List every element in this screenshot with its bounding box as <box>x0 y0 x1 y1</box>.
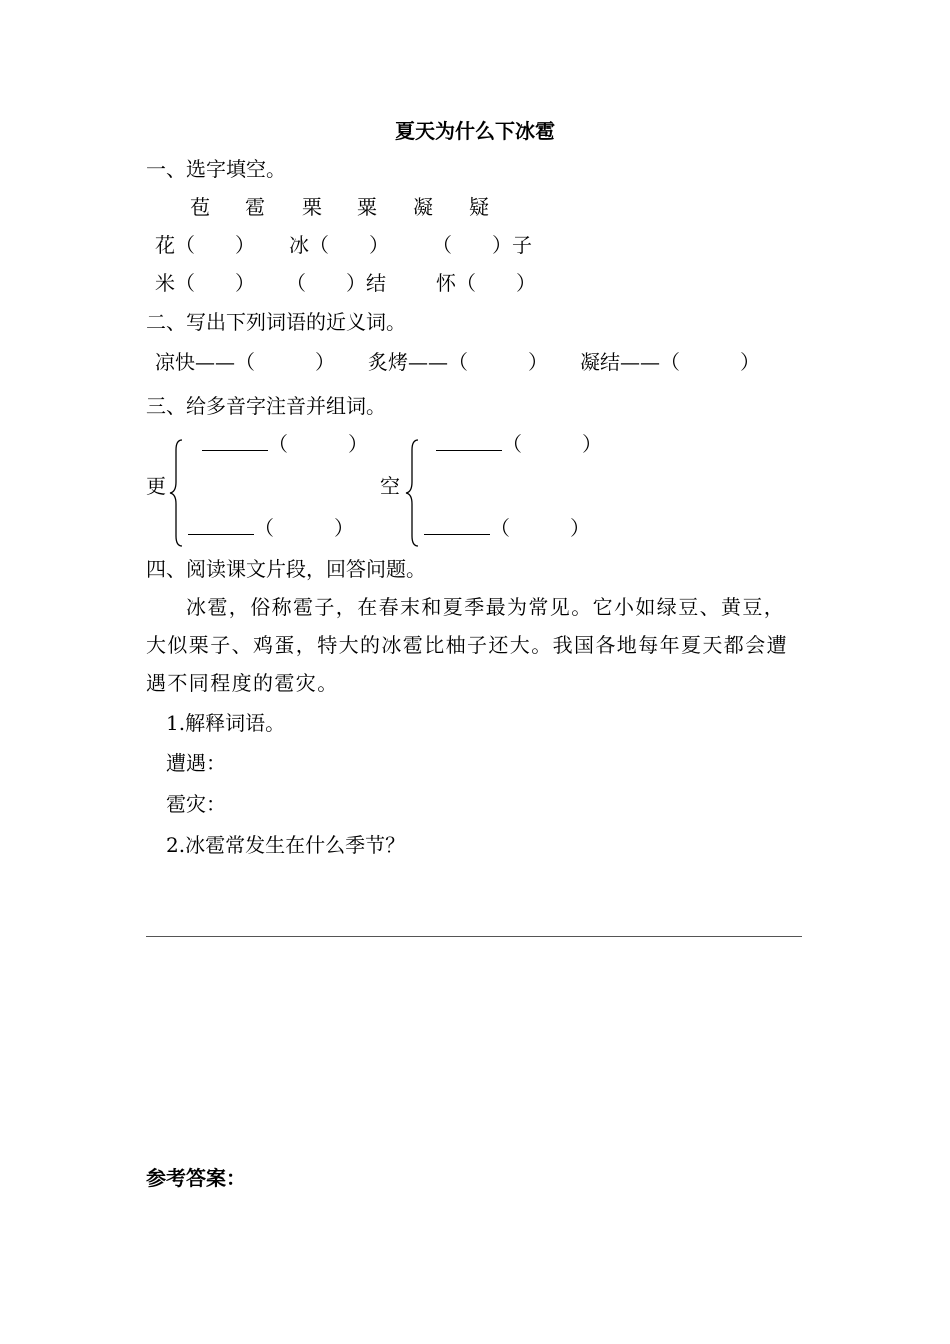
fill-blank: 花（ ） <box>155 233 255 257</box>
char-choice: 粟 <box>357 195 377 219</box>
char-choice: 凝 <box>413 195 433 219</box>
answer-line: （ ） <box>202 432 368 456</box>
char-choice: 苞 <box>190 195 210 219</box>
answer-heading: 参考答案： <box>146 1166 246 1190</box>
fill-blank: 冰（ ） <box>289 233 389 257</box>
question-1: 1.解释词语。 <box>166 711 286 735</box>
fill-blank: 怀（ ） <box>436 271 536 295</box>
section2-heading: 二、写出下列词语的近义词。 <box>146 310 406 334</box>
char-choice: 雹 <box>245 195 265 219</box>
left-brace-icon <box>404 438 424 548</box>
worksheet-title: 夏天为什么下冰雹 <box>395 119 555 143</box>
left-brace-icon <box>168 438 188 548</box>
answer-line: （ ） <box>188 516 354 540</box>
fill-blank: （ ）结 <box>286 271 386 295</box>
reading-passage: 冰雹，俗称雹子，在春末和夏季最为常见。它小如绿豆、黄豆，大似栗子、鸡蛋，特大的冰雹比柚子还大。我国各地每年夏天都会遭遇不同程度的雹灾。 <box>146 595 788 695</box>
char-choice: 疑 <box>469 195 489 219</box>
section1-heading: 一、选字填空。 <box>146 157 286 181</box>
synonym-item: 凉快——（ ） <box>155 350 335 374</box>
question-2: 2.冰雹常发生在什么季节？ <box>166 833 406 857</box>
section3-heading: 三、给多音字注音并组词。 <box>146 394 386 418</box>
answer-line: （ ） <box>424 516 590 540</box>
fill-blank: （ ）子 <box>432 233 532 257</box>
section4-heading: 四、阅读课文片段，回答问题。 <box>146 557 426 581</box>
polyphone-char: 空 <box>380 474 400 498</box>
answer-line <box>146 936 802 937</box>
answer-line: （ ） <box>436 432 602 456</box>
polyphone-char: 更 <box>146 474 166 498</box>
term-label: 雹灾： <box>166 792 226 816</box>
char-choice: 栗 <box>302 195 322 219</box>
fill-blank: 米（ ） <box>155 271 255 295</box>
term-label: 遭遇： <box>166 751 226 775</box>
synonym-item: 凝结——（ ） <box>580 350 760 374</box>
synonym-item: 炙烤——（ ） <box>368 350 548 374</box>
